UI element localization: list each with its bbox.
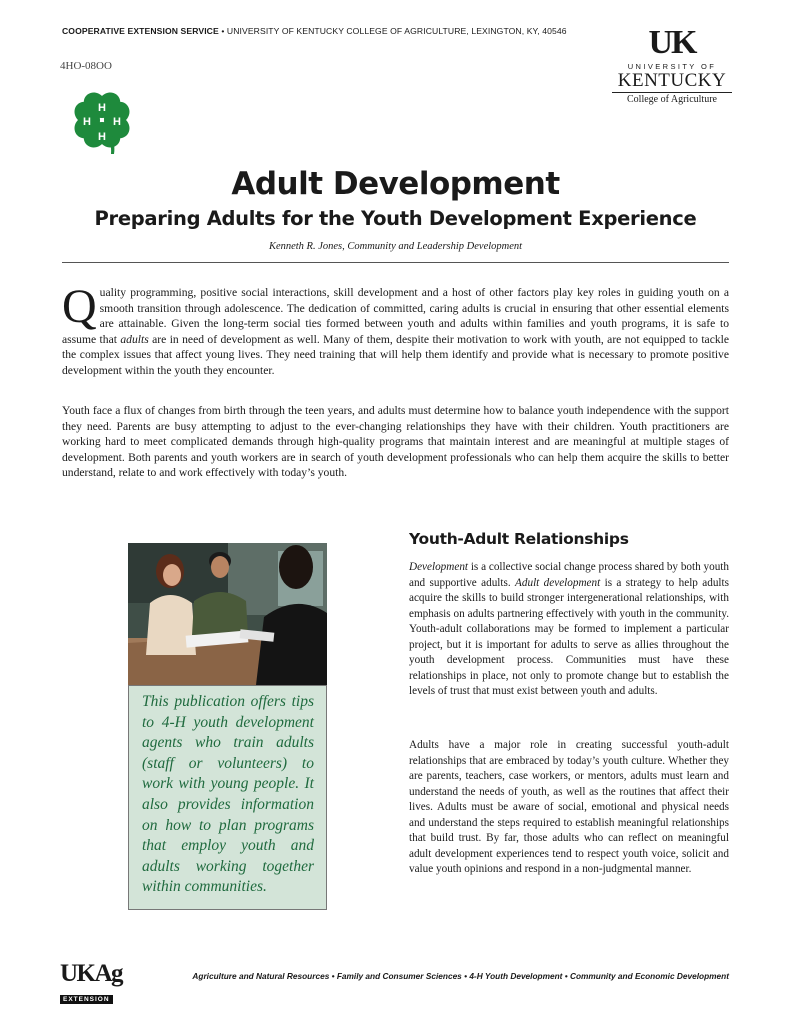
callout-text: This publication offers tips to 4-H youth development agents who train adults (staff or volunteers) to work with young people. It also provides information on how to plan programs that employ youth and adults working together within communities.: [142, 693, 314, 896]
intro-p1-text-b: are in need of development as well. Many of them, despite their motivation to work with youth, are not equipped to tackle the complex issues that affect young lives. They need training that will help them identify and provide what is necessary to promote positive development within the youth they encounter.: [62, 332, 730, 377]
page-subtitle: Preparing Adults for the Youth Development Experience: [94, 207, 697, 230]
uk-logo-university: UNIVERSITY OF: [627, 62, 717, 71]
ukag-extension-logo: [60, 962, 130, 1005]
intro-paragraph-1: [62, 280, 730, 379]
publication-code: 4HO-08OO: [60, 60, 112, 72]
uk-logo-college: College of Agriculture: [627, 94, 717, 105]
uk-logo-mark: UK: [648, 24, 696, 61]
section-paragraph-1: [409, 560, 729, 700]
uk-logo: [612, 26, 732, 107]
section-emphasis-2: Adult development: [515, 576, 601, 589]
section-heading: Youth-Adult Relationships: [409, 530, 629, 548]
meeting-photo: [128, 543, 327, 685]
footer-logo-sub: EXTENSION: [60, 995, 113, 1004]
header-line: [62, 26, 567, 36]
svg-text:H: H: [113, 116, 121, 128]
section-p1-text-a: is a collective social change process shared by both youth and supportive adults.: [409, 561, 729, 589]
intro-p1-emphasis: adults: [120, 332, 149, 346]
intro-paragraph-2: Youth face a flux of changes from birth through the teen years, and adults must determine how to balance youth independence with the support they need. Parents are busy attempting to adjust to the ever-changing relationships they have with their children. Youth practitioners are working hard to meet complicated demands through high-quality programs that maintain interest and are meaningful at multiple stages of development. Both parents and youth workers are in search of youth development professionals who can help them acquire the skills to better understand, relate to and work effectively with today’s youth.: [62, 404, 729, 480]
four-h-clover-icon: [62, 80, 142, 160]
institution-address: • UNIVERSITY OF KENTUCKY COLLEGE OF AGRICULTURE, LEXINGTON, KY, 40546: [218, 26, 567, 36]
service-name: COOPERATIVE EXTENSION SERVICE: [62, 26, 219, 36]
drop-cap: Q: [62, 280, 97, 333]
intro-p1-text-a: uality programming, positive social interactions, skill development and a host of other factors play key roles in guiding youth on a smooth transition through adolescence. The dedication of committed, caring adults is crucial in ensuring that other essential elements are attainable. Given the long-term social ties formed between youth and adults within families and youth programs, it is safe to assume that: [62, 286, 729, 346]
footer-program-areas: Agriculture and Natural Resources • Family and Consumer Sciences • 4-H Youth Development • Community and Economic Development: [192, 971, 729, 981]
section-p1-text-b: is a strategy to help adults acquire the skills to build stronger intergenerational relationships, with emphasis on adults partnering effectively with youth in the community. Youth-adult collaborations may be formed to implement a particular project, but it is important for adults to serve as allies throughout the youth development process. Communities must have these relationships in place, not only to promote change but to establish the levels of trust that must exist between youth and adults.: [409, 576, 730, 697]
svg-text:H: H: [83, 116, 91, 128]
title-divider: [62, 262, 729, 263]
svg-text:H: H: [98, 102, 106, 114]
section-paragraph-2: Adults have a major role in creating successful youth-adult relationships that are embraced by today’s youth culture. Whether they are parents, teachers, case workers, or mentors, adults must learn and understand the needs of youth, as well as the routines that affect their lives. Adults must be aware of social, emotional and physical needs and understand the steps required to establish meaningful relationships that build trust. By far, those adults who can reflect on meaningful adult development experiences tend to respect youth voice, solicit and value youth opinions and respond in a non-judgmental manner.: [409, 739, 729, 875]
author-byline: Kenneth R. Jones, Community and Leadership Development: [268, 241, 523, 252]
section-emphasis-1: Development: [409, 561, 469, 573]
page-title: Adult Development: [231, 166, 560, 202]
uk-logo-state: KENTUCKY: [612, 71, 732, 93]
callout-box: [128, 685, 327, 910]
svg-text:H: H: [98, 131, 106, 143]
footer-logo-mark: UKAg: [60, 960, 123, 987]
